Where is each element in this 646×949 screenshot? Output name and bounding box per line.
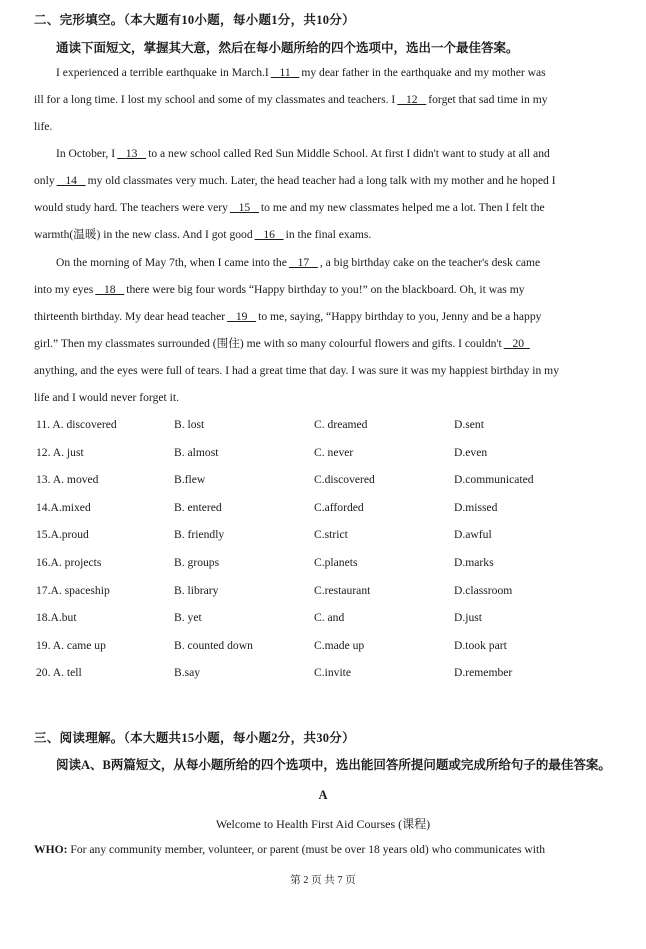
option-b: B. library <box>174 583 219 597</box>
option-b: B. almost <box>174 445 219 459</box>
blank-17: 17 <box>297 256 310 269</box>
option-a: 16.A. projects <box>36 555 102 569</box>
option-d: D.marks <box>454 555 494 569</box>
option-c: C. never <box>314 445 354 459</box>
section2-instruction: 通读下面短文，掌握其大意，然后在每小题所给的四个选项中，选出一个最佳答案。 <box>56 41 519 55</box>
passage-line: In October, I 13 to a new school called Red Sun Middle School. At first I didn't want to study at all and <box>34 140 594 167</box>
passage-line: anything, and the eyes were full of tears. I had a great time that day. I was sure it was my happiest birthday in my <box>34 364 559 377</box>
option-b: B. friendly <box>174 528 225 542</box>
option-b: B. yet <box>174 611 202 625</box>
blank-14: 14 <box>65 174 77 187</box>
passage-line: On the morning of May 7th, when I came into the 17 , a big birthday cake on the teacher's desk came <box>34 249 594 276</box>
option-a: 18.A.but <box>36 611 77 625</box>
who-text: For any community member, volunteer, or parent (must be over 18 years old) who communicates with <box>70 843 546 856</box>
option-c: C.made up <box>314 638 365 652</box>
option-row-19 <box>36 633 616 661</box>
passage-line: would study hard. The teachers were very 15 to me and my new classmates helped me a lot. Then I felt the <box>34 194 594 221</box>
blank-13: 13 <box>125 147 138 160</box>
passage-line: life and I would never forget it. <box>34 391 179 404</box>
option-d: D.communicated <box>454 473 534 487</box>
option-d: D.awful <box>454 528 492 542</box>
option-row-18 <box>36 605 616 633</box>
option-b: B.say <box>174 666 201 680</box>
option-d: D.classroom <box>454 583 513 597</box>
passage-line: thirteenth birthday. My dear head teacher 19 to me, saying, “Happy birthday to you, Jenny and be a happy <box>34 303 594 330</box>
option-c: C. and <box>314 611 345 625</box>
option-c: C.afforded <box>314 500 364 514</box>
blank-15: 15 <box>238 201 251 214</box>
option-c: C.planets <box>314 555 358 569</box>
section3-title: 三、阅读理解。（本大题共15小题，每小题2分，共30分） <box>34 731 355 745</box>
passage-line: life. <box>34 120 53 133</box>
passage-line: into my eyes 18 there were big four words “Happy birthday to you!” on the blackboard. Oh, it was my <box>34 276 594 303</box>
option-c: C.strict <box>314 528 348 542</box>
option-d: D.remember <box>454 666 513 680</box>
options-table <box>36 412 616 688</box>
blank-20: 20 <box>512 337 525 350</box>
who-label: WHO: <box>34 843 68 856</box>
option-c: C.invite <box>314 666 352 680</box>
page-footer: 第 2 页 共 7 页 <box>290 875 356 886</box>
passage-paragraph-3 <box>34 249 594 411</box>
option-a: 19. A. came up <box>36 638 106 652</box>
option-b: B.flew <box>174 473 206 487</box>
option-c: C.discovered <box>314 473 375 487</box>
option-a: 13. A. moved <box>36 473 99 487</box>
passage-paragraph-2 <box>34 140 594 248</box>
passage-line: girl.” Then my classmates surrounded (围住) me with so many colourful flowers and gifts. I couldn't 20 <box>34 330 594 357</box>
option-row-11 <box>36 412 616 440</box>
option-row-12 <box>36 440 616 468</box>
option-c: C.restaurant <box>314 583 371 597</box>
option-c: C. dreamed <box>314 418 368 431</box>
blank-19: 19 <box>235 310 248 323</box>
option-a: 15.A.proud <box>36 528 89 542</box>
blank-12: 12 <box>405 93 418 106</box>
option-row-20 <box>36 660 616 688</box>
option-a: 20. A. tell <box>36 666 82 680</box>
passage-line: I experienced a terrible earthquake in March.I 11 my dear father in the earthquake and my mother was <box>34 59 594 86</box>
option-a: 11. A. discovered <box>36 418 117 431</box>
passage-line: ill for a long time. I lost my school and some of my classmates and teachers. I 12 forget that sad time in my <box>34 86 594 113</box>
option-a: 12. A. just <box>36 445 84 459</box>
passage-line: warmth(温暖) in the new class. And I got good 16 in the final exams. <box>34 221 594 248</box>
option-a: 17.A. spaceship <box>36 583 110 597</box>
option-a: 14.A.mixed <box>36 500 91 514</box>
option-b: B. lost <box>174 418 205 431</box>
option-b: B. groups <box>174 555 220 569</box>
section3-instruction: 阅读A、B两篇短文，从每小题所给的四个选项中，选出能回答所提问题或完成所给句子的最佳答案。 <box>56 758 611 772</box>
who-line <box>34 843 545 856</box>
option-row-14 <box>36 495 616 523</box>
blank-16: 16 <box>263 228 275 241</box>
option-row-13 <box>36 467 616 495</box>
passage-paragraph-1 <box>34 59 594 140</box>
option-d: D.just <box>454 611 483 625</box>
option-d: D.missed <box>454 500 498 514</box>
blank-11: 11 <box>279 66 291 79</box>
blank-18: 18 <box>103 283 116 296</box>
passage-line: only 14 my old classmates very much. Later, the head teacher had a long talk with my mother and he hoped I <box>34 167 594 194</box>
option-d: D.took part <box>454 638 507 652</box>
option-d: D.sent <box>454 418 484 431</box>
option-b: B. counted down <box>174 638 253 652</box>
option-row-17 <box>36 578 616 606</box>
option-d: D.even <box>454 445 488 459</box>
option-b: B. entered <box>174 500 222 514</box>
passage-a-heading: Welcome to Health First Aid Courses (课程) <box>215 817 431 831</box>
option-row-16 <box>36 550 616 578</box>
section2-title: 二、完形填空。（本大题有10小题，每小题1分，共10分） <box>34 13 355 27</box>
option-row-15 <box>36 522 616 550</box>
passage-a-label: A <box>318 788 328 802</box>
